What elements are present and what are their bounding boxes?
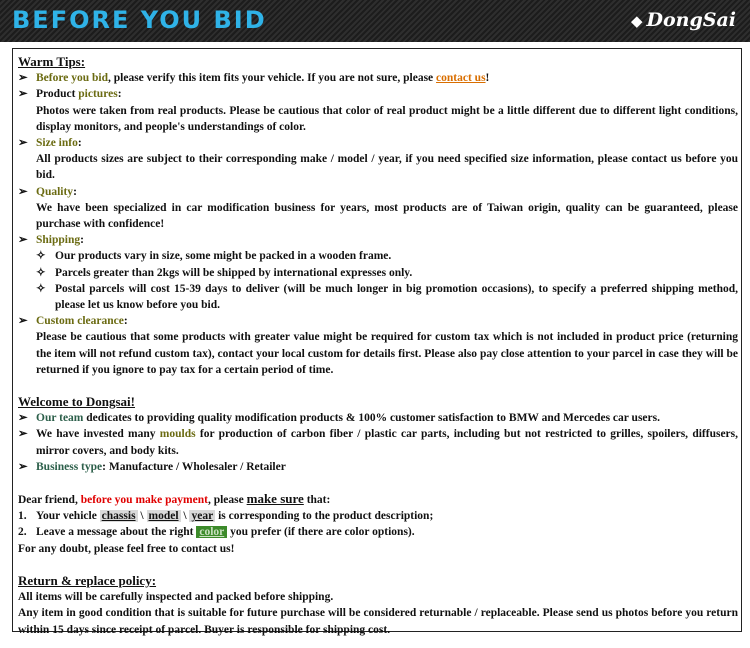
line2-text-2: you prefer (if there are color options). xyxy=(227,526,415,539)
welcome-business xyxy=(18,459,738,475)
list-number: 2. xyxy=(18,526,27,539)
tip-quality xyxy=(18,184,738,200)
header-banner xyxy=(0,0,750,42)
arrow-bullet-icon: ➢ xyxy=(18,72,28,85)
diamond-icon: ◆ xyxy=(630,12,643,30)
shipping-item xyxy=(18,248,738,264)
moulds-label: moulds xyxy=(159,428,196,441)
greeting-text: Dear friend, xyxy=(18,494,81,507)
make-sure-text: make sure xyxy=(246,491,304,507)
arrow-bullet-icon: ➢ xyxy=(18,234,28,247)
tip-pictures xyxy=(18,86,738,102)
diamond-bullet-icon: ✧ xyxy=(36,250,46,263)
quality-colon: : xyxy=(73,185,77,198)
notice-line-2 xyxy=(18,524,738,540)
contact-us-link[interactable]: contact us xyxy=(436,72,486,85)
customs-label: Custom clearance xyxy=(36,315,124,328)
return-policy-line-1: All items will be carefully inspected and packed before shipping. xyxy=(18,591,334,604)
year-highlight: year xyxy=(191,510,214,523)
before-bid-end: ! xyxy=(485,72,490,85)
return-policy-line-2: Any item in good condition that is suitable for future purchase will be considered returnable / replaceable. Please send us photos before you return within 15 days since receipt of parcel. Buyer is responsible for shipping cost. xyxy=(18,607,738,636)
payment-warning: before you make payment xyxy=(80,494,208,507)
tip-before-bid xyxy=(18,70,738,86)
shipping-item-text: Parcels greater than 2kgs will be shipped by international expresses only. xyxy=(55,266,413,279)
arrow-bullet-icon: ➢ xyxy=(18,137,28,150)
chassis-highlight: chassis xyxy=(101,510,136,523)
notice-closing: For any doubt, please feel free to contact us! xyxy=(18,542,235,555)
welcome-heading: Welcome to Dongsai! xyxy=(18,394,135,410)
diamond-bullet-icon: ✧ xyxy=(36,282,46,295)
shipping-item-text: Postal parcels will cost 15-39 days to deliver (will be much longer in big promotion occasions), to specify a preferred shipping method, please let us know before you bid. xyxy=(55,282,738,312)
pictures-colon: : xyxy=(117,88,122,101)
diamond-bullet-icon: ✧ xyxy=(36,266,46,279)
arrow-bullet-icon: ➢ xyxy=(18,412,28,425)
business-text: : Manufacture / Wholesaler / Retailer xyxy=(102,460,286,473)
business-label: Business type xyxy=(36,460,103,473)
customs-body: Please be cautious that some products with greater value might be required for custom tax which is not included in product price (returning the item will not refund custom tax), contact your local custom for details first. Please also pay close attention to your parcel in case they will be returned if you ignore to pay tax for a certain period of time. xyxy=(36,331,738,376)
size-body: All products sizes are subject to their corresponding make / model / year, if you need specified size information, please contact us before you bid. xyxy=(36,153,738,182)
quality-body: We have been specialized in car modification business for years, most products are of Taiwan origin, quality can be guaranteed, please purchase with confidence! xyxy=(36,201,738,231)
tip-shipping xyxy=(18,232,738,248)
welcome-moulds xyxy=(18,426,738,458)
pictures-label: pictures xyxy=(78,88,118,101)
size-colon: : xyxy=(77,137,82,150)
separator: \ xyxy=(137,510,147,523)
before-bid-text: , please verify this item fits your vehicle. If you are not sure, please xyxy=(108,72,437,85)
pictures-prefix: Product xyxy=(36,88,79,101)
arrow-bullet-icon: ➢ xyxy=(18,185,28,198)
shipping-item xyxy=(18,281,738,313)
moulds-text-2: for production of carbon fiber / plastic car parts, including but not restricted to grilles, spoilers, diffusers, mirror covers, and body kits. xyxy=(36,428,738,457)
model-highlight: model xyxy=(148,510,179,523)
tip-size xyxy=(18,135,738,151)
arrow-bullet-icon: ➢ xyxy=(18,315,28,328)
brand-logo xyxy=(631,9,736,31)
line2-text: Leave a message about the right xyxy=(36,526,197,539)
return-policy-heading: Return & replace policy: xyxy=(18,572,157,588)
warm-tips-heading: Warm Tips: xyxy=(18,54,86,69)
pictures-body: Photos were taken from real products. Please be cautious that color of real product might be a little different due to different light conditions, display monitors, and people's understandings of color. xyxy=(36,104,738,133)
tip-customs xyxy=(18,313,738,329)
separator: \ xyxy=(180,510,190,523)
team-text: dedicates to providing quality modification products & 100% customer satisfaction to BMW and Mercedes car users. xyxy=(83,412,660,425)
notice-line-1 xyxy=(18,508,738,524)
team-label: Our team xyxy=(36,412,84,425)
greeting-text-3: that: xyxy=(303,494,331,507)
arrow-bullet-icon: ➢ xyxy=(18,428,28,441)
arrow-bullet-icon: ➢ xyxy=(18,88,28,101)
shipping-item-text: Our products vary in size, some might be packed in a wooden frame. xyxy=(55,250,392,263)
quality-label: Quality xyxy=(36,185,74,198)
size-label: Size info xyxy=(36,137,78,150)
color-highlight: color xyxy=(196,526,227,538)
info-panel xyxy=(12,48,742,636)
welcome-team xyxy=(18,410,738,426)
brand-name: DongSai xyxy=(646,9,736,31)
before-bid-label: Before you bid xyxy=(36,72,108,85)
shipping-colon: : xyxy=(80,234,84,247)
list-number: 1. xyxy=(18,510,27,523)
notice-greeting xyxy=(18,491,738,508)
moulds-text: We have invested many xyxy=(36,428,160,441)
shipping-item xyxy=(18,265,738,281)
greeting-text-2: , please xyxy=(207,494,247,507)
shipping-label: Shipping xyxy=(36,234,81,247)
line1-text-2: is corresponding to the product description; xyxy=(215,510,434,523)
arrow-bullet-icon: ➢ xyxy=(18,460,28,473)
line1-text: Your vehicle xyxy=(36,510,100,523)
banner-title: BEFORE YOU BID xyxy=(12,6,267,34)
customs-colon: : xyxy=(123,315,128,328)
